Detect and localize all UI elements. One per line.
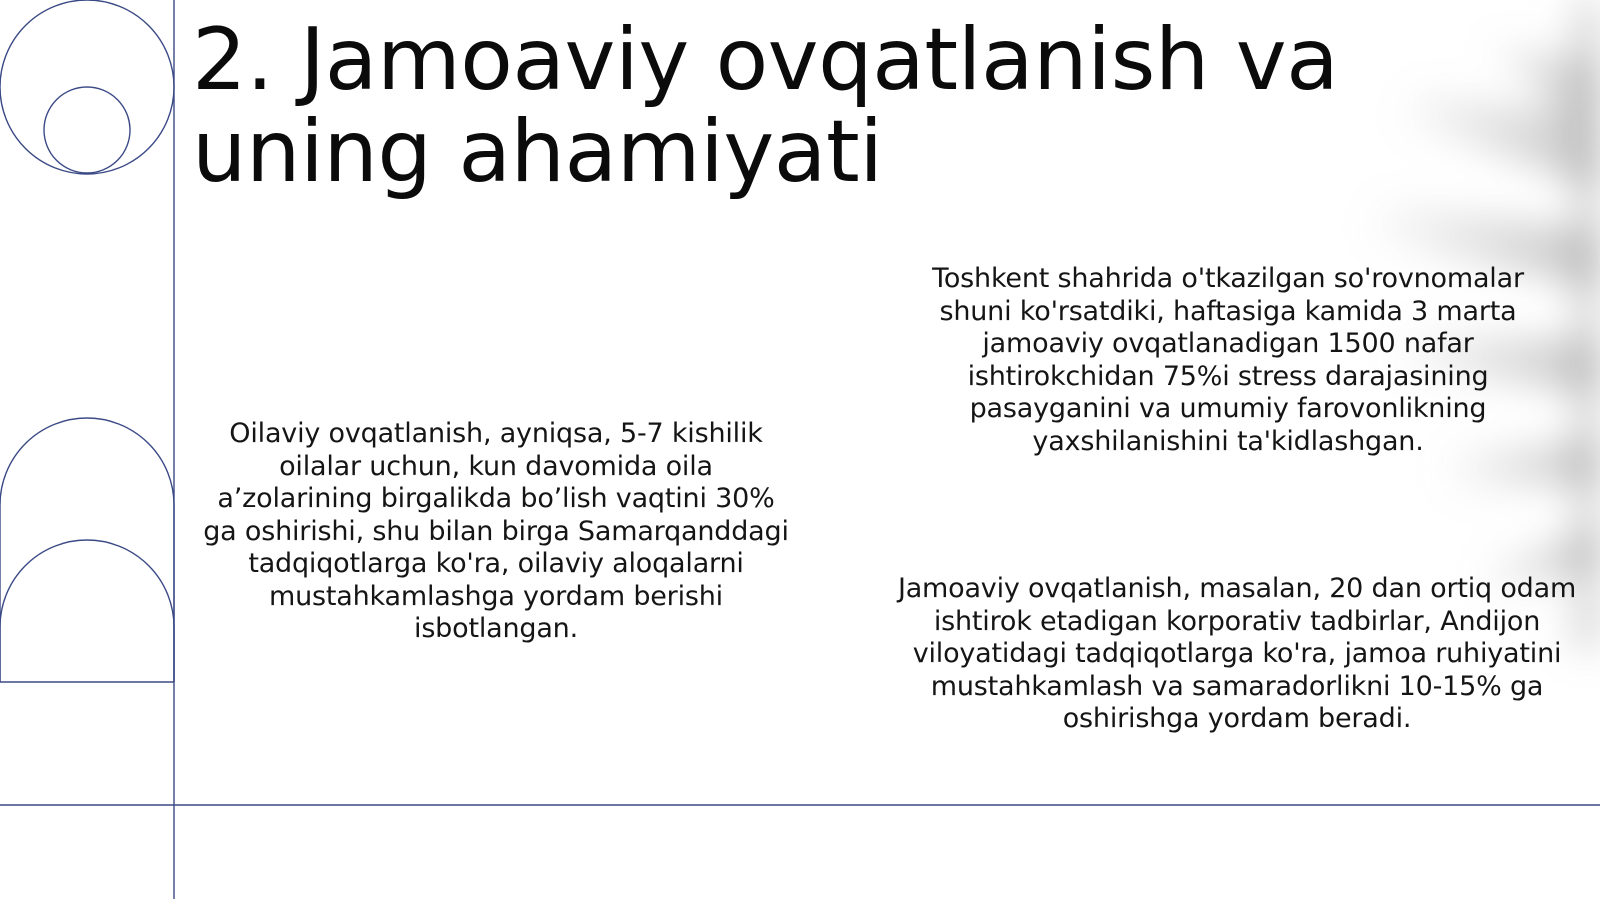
upper-arch-icon — [0, 418, 174, 682]
paragraph-tashkent-survey: Toshkent shahrida o'tkazilgan so'rovnomalar shuni ko'rsatdiki, haftasiga kamida 3 marta jamoaviy ovqatlanadigan 1500 nafar ishtirokchidan 75%i stress darajasining pasayganini va umumiy farovonlikning yaxshilanishini ta'kidlashgan. — [932, 263, 1524, 457]
paragraph-corporate-events: Jamoaviy ovqatlanish, masalan, 20 dan ortiq odam ishtirok etadigan korporativ tadbirlar, Andijon viloyatidagi tadqiqotlarga ko'ra, jamoa ruhiyatini mustahkamlash va samaradorlikni 10-15% ga oshirishga yordam beradi. — [897, 573, 1577, 734]
slide-title: 2. Jamoaviy ovqatlanish va uning ahamiyati — [192, 10, 1339, 202]
lower-arch-icon — [0, 540, 174, 682]
small-circle-icon — [44, 87, 130, 173]
paragraph-family-meals: Oilaviy ovqatlanish, ayniqsa, 5-7 kishilik oilalar uchun, kun davomida oila a’zolarining birgalikda bo’lish vaqtini 30% ga oshirishi, shu bilan birga Samarqanddagi tadqiqotlarga ko'ra, oilaviy aloqalarni mustahkamlashga yordam berishi isbotlangan. — [203, 418, 789, 644]
